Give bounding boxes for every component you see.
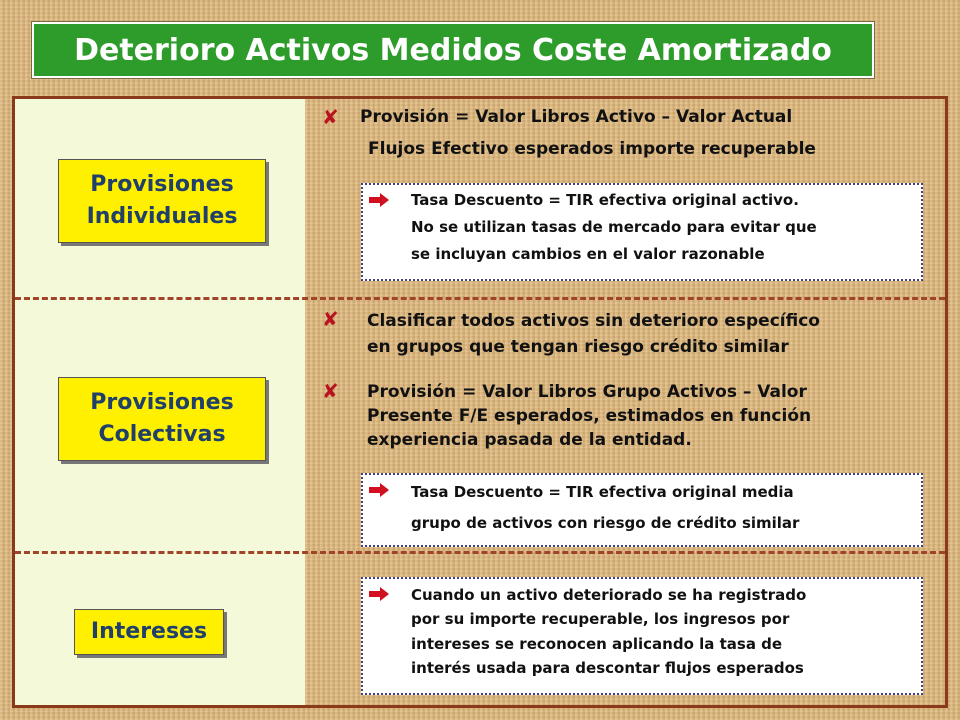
- note-text: [411, 477, 916, 539]
- label-line: Provisiones: [90, 172, 234, 198]
- note-line: por su importe recuperable, los ingresos por: [411, 610, 790, 629]
- bullet-line: Provisión = Valor Libros Activo – Valor Actual: [360, 107, 793, 127]
- bullet-line: experiencia pasada de la entidad.: [367, 429, 692, 450]
- bullet-provision-individual: [360, 105, 925, 162]
- section-divider: [15, 297, 945, 300]
- x-mark-icon: ✘: [322, 105, 339, 129]
- bullet-line: Clasificar todos activos sin deterioro específico: [367, 311, 820, 331]
- note-intereses: [361, 577, 923, 695]
- note-line: Cuando un activo deteriorado se ha registrado: [411, 586, 807, 604]
- note-text: [411, 583, 916, 680]
- x-mark-icon: ✘: [322, 379, 339, 403]
- bullet-line: en grupos que tengan riesgo crédito similar: [367, 336, 789, 357]
- note-text: [411, 187, 916, 268]
- note-line: Tasa Descuento = TIR efectiva original activo.: [411, 191, 799, 209]
- note-line: Tasa Descuento = TIR efectiva original media: [411, 483, 794, 501]
- note-tasa-descuento-individual: [361, 183, 923, 281]
- bullet-line: Flujos Efectivo esperados importe recuperable: [368, 138, 816, 159]
- content-frame: [12, 96, 948, 708]
- x-mark-icon: ✘: [322, 307, 339, 331]
- section-divider: [15, 551, 945, 554]
- bullet-provision-colectiva: [367, 381, 927, 452]
- note-line: intereses se reconocen aplicando la tasa de: [411, 634, 783, 653]
- arrow-right-icon: [369, 587, 389, 601]
- label-line: Individuales: [86, 204, 238, 229]
- note-line: grupo de activos con riesgo de crédito similar: [411, 513, 800, 532]
- label-provisiones-colectivas: [58, 377, 266, 461]
- note-tasa-descuento-colectiva: [361, 473, 923, 547]
- label-line: Colectivas: [98, 422, 226, 447]
- note-line: interés usada para descontar flujos esperados: [411, 658, 804, 677]
- label-line: Provisiones: [90, 390, 234, 416]
- label-provisiones-individuales: [58, 159, 266, 243]
- note-line: se incluyan cambios en el valor razonable: [411, 245, 765, 263]
- arrow-right-icon: [369, 193, 389, 207]
- bullet-clasificar: [367, 309, 927, 360]
- bullet-line: Presente F/E esperados, estimados en función: [367, 405, 812, 426]
- page-title: Deterioro Activos Medidos Coste Amortizado: [32, 22, 874, 78]
- note-line: No se utilizan tasas de mercado para evitar que: [411, 218, 817, 236]
- arrow-right-icon: [369, 483, 389, 497]
- bullet-line: Provisión = Valor Libros Grupo Activos – Valor: [367, 382, 807, 402]
- label-intereses: [74, 609, 224, 655]
- label-line: Intereses: [90, 619, 208, 645]
